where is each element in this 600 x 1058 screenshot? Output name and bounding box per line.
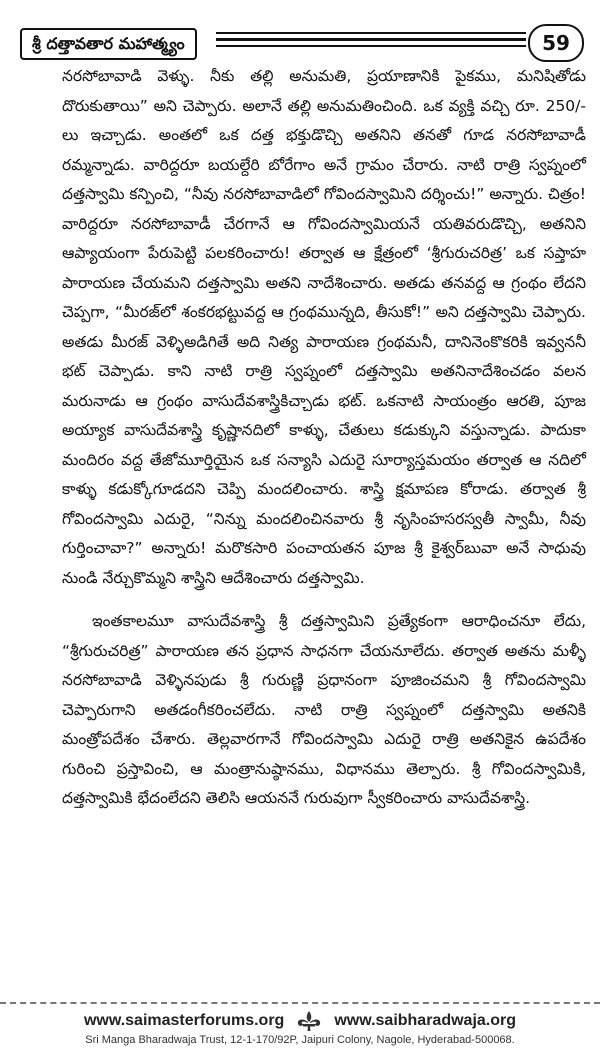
footer-address: Sri Manga Bharadwaja Trust, 12-1-170/92P, Jaipuri Colony, Nagole, Hyderabad-500068.: [85, 1034, 515, 1046]
header-rule-lines: [216, 32, 526, 52]
page-content: [62, 62, 586, 814]
footer-divider: [0, 1002, 600, 1004]
page-number: 59: [528, 24, 584, 62]
page-footer: [0, 1010, 600, 1054]
paragraph-2: ఇంతకాలమూ వాసుదేవశాస్త్రి శ్రీ దత్తస్వామిని ప్రత్యేకంగా ఆరాధించనూ లేదు, “శ్రీగురుచరిత్ర” పారాయణ తన ప్రధాన సాధనగా చేయనూలేదు. తర్వాత అతను మళ్ళీ నరసోబావాడి వెళ్ళినపుడు శ్రీ గురుణ్ణి ప్రధానంగా పూజించమని శ్రీ గోవిందస్వామి చెప్పారుగాని అతడంగీకరించలేదు. నాటి రాత్రి స్వప్నంలో దత్తస్వామి అతనికి మంత్రోపదేశం చేశారు. తెల్లవారగానే గోవిందస్వామి ఎదురై రాత్రి అతనికైన ఉపదేశం గురించి ప్రస్తావించి, ఆ మంత్రానుష్ఠానము, విధానము తెల్పారు. శ్రీ గోవిందస్వామికి, దత్తస్వామికి భేదంలేదని తెలిసి ఆయననే గురువుగా స్వీకరించారు వాసుదేవశాస్త్రి.: [62, 612, 586, 807]
book-title: శ్రీ దత్తావతార మహాత్మ్యం: [20, 28, 197, 60]
paragraph-1: నరసోబావాడి వెళ్ళు. నీకు తల్లి అనుమతి, ప్రయాణానికి పైకము, మనిషితోడు దొరుకుతాయి” అని చెప్పారు. అలానే తల్లి అనుమతించింది. ఒక వ్యక్తి వచ్చి రూ. 250/-లు ఇచ్చాడు. అంతలో ఒక దత్త భక్తుడొచ్చి అతనిని తనతో గూడ నరసోబావాడీ రమ్మన్నాడు. వారిద్దరూ బయల్దేరి బోరేగాం అనే గ్రామం చేరారు. నాటి రాత్రి స్వప్నంలో దత్తస్వామి కన్పించి, “నీవు నరసోబావాడిలో గోవిందస్వామిని దర్శించు!” అన్నారు. చిత్రం! వారిద్దరూ నరసోబావాడీ చేరగానే ఆ గోవిందస్వామియనే యతివరుడొచ్చి, అతనిని ఆప్యాయంగా పేరుపెట్టి పలకరించారు! తర్వాత ఆ క్షేత్రంలో ‘శ్రీగురుచరిత్ర’ ఒక సప్తాహ పారాయణ చేయమని దత్తస్వామి అతని నాదేశించారు. అతడు తనవద్ద ఆ గ్రంథం లేదని చెప్పగా, “మీరజ్‌లో శంకరభట్టువద్ద ఆ గ్రంథమున్నది, తీసుకో!” అని దత్తస్వామి చెప్పారు. అతడు మీరజ్ వెళ్ళిఅడిగితే అది నిత్య పారాయణ గ్రంథమనీ, దానినెంకొకరికి ఇవ్వననీ భట్ చెప్పాడు. కాని నాటి రాత్రి స్వప్నంలో దత్తస్వామి అతనినాదేశించడం వలన మరునాడు ఆ గ్రంథం వాసుదేవశాస్త్రికిచ్చాడు భట్. ఒకనాటి సాయంత్రం ఆరతి, పూజ అయ్యాక వాసుదేవశాస్త్రి కృష్ణానదిలో కాళ్ళు, చేతులు కడుక్కుని వస్తున్నాడు. పాదుకా మందిరం వద్ద తేజోమూర్తియైన ఒక సన్యాసి ఎదురై సూర్యాస్తమయం తర్వాత ఆ నదిలో కాళ్ళు కడుక్కోగూడదని చెప్పి మందలించారు. శాస్త్రి క్షమాపణ కోరాడు. తర్వాత శ్రీ గోవిందస్వామి ఎదురై, “నిన్ను మందలించినవారు శ్రీ నృసింహసరస్వతీ స్వామీ, నీవు గుర్తించావా?” అన్నారు! మరొకసారి పంచాయతన పూజ శ్రీ కైశ్వర్‌బువా అనే సాధువు నుండి నేర్చుకొమ్మని శాస్త్రిని ఆదేశించారు దత్తస్వామి.: [62, 67, 586, 587]
footer-site-right: www.saibharadwaja.org: [334, 1012, 517, 1029]
page-header: [16, 24, 586, 60]
footer-site-left: www.saimasterforums.org: [83, 1012, 285, 1029]
fleur-de-lis-icon: [294, 1010, 324, 1032]
footer-sites: [0, 1010, 600, 1032]
